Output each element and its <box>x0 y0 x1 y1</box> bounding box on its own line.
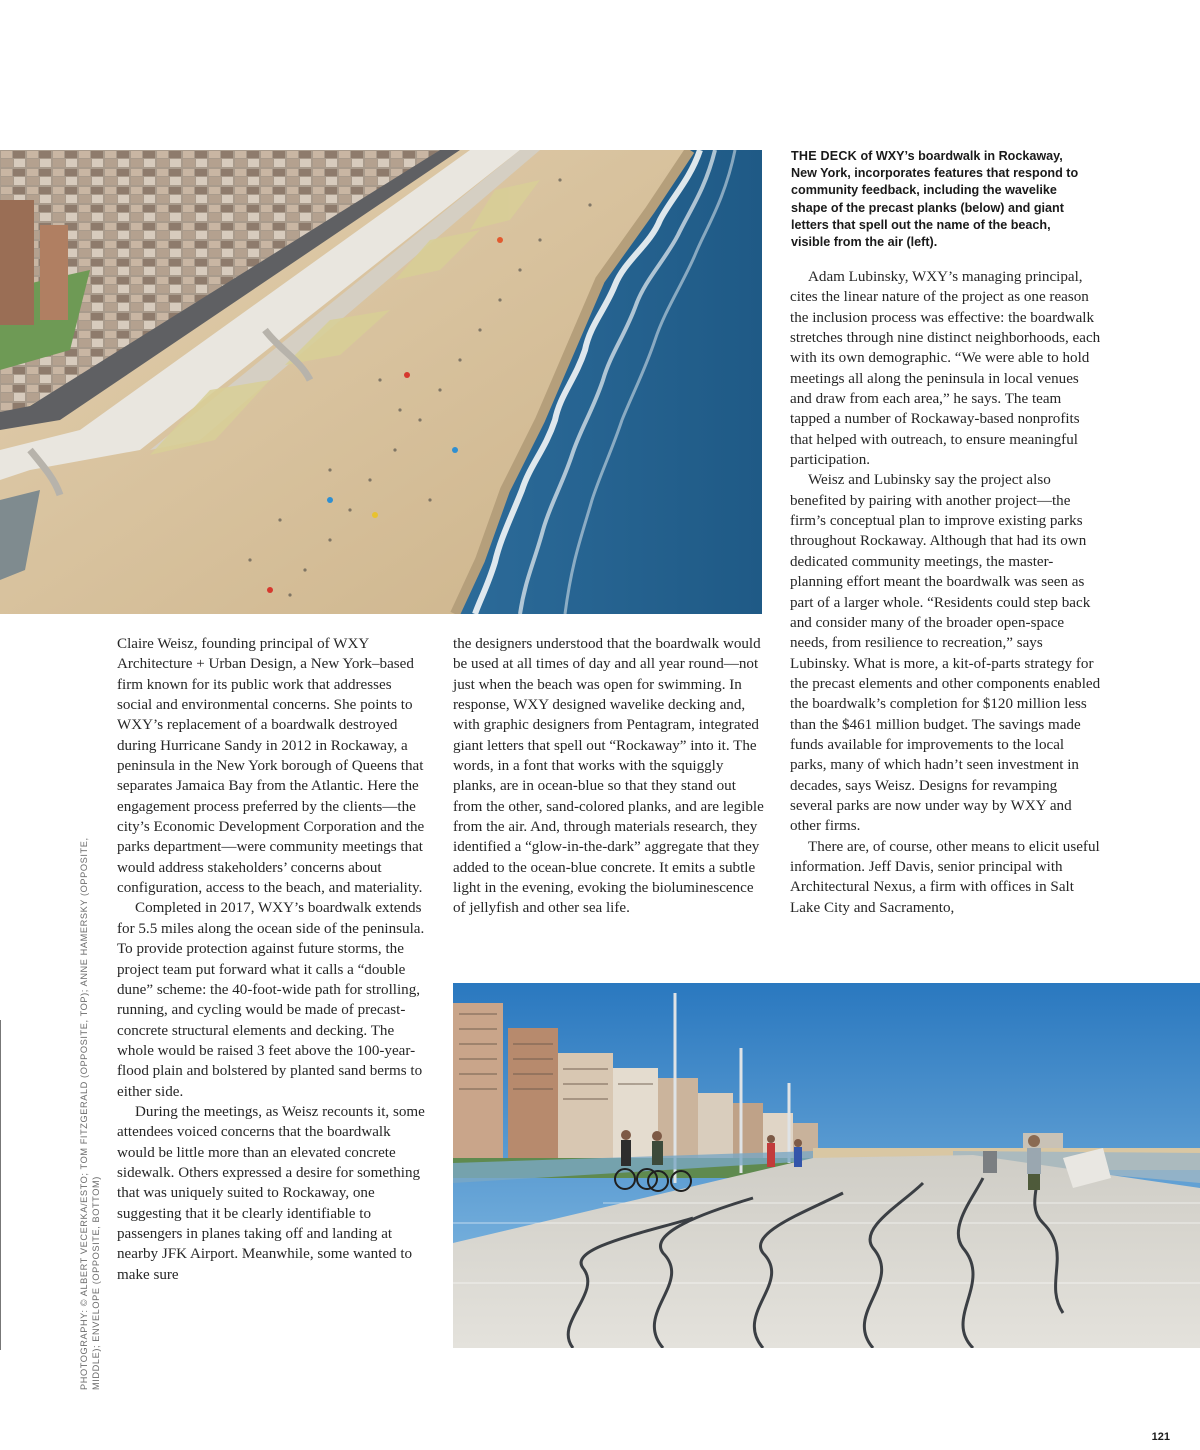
aerial-beach-photo <box>0 150 762 614</box>
body-column-1 <box>117 634 430 1285</box>
paragraph: Completed in 2017, WXY’s boardwalk extends for 5.5 miles along the ocean side of the peninsula. To provide protection against future storms, the project team put forward what it calls a “double dune” scheme: the 40-foot-wide path for strolling, running, and cycling would be made of precast-concrete structural elements and decking. The whole would be raised 3 feet above the 100-year-flood plain and bolstered by planted sand berms to either side. <box>117 900 425 1100</box>
paragraph: Adam Lubinsky, WXY’s managing principal, cites the linear nature of the project as one reason the inclusion process was effective: the boardwalk stretches through nine distinct neighborhoods, each with its own demographic. “We were able to hold meetings all along the peninsula in local venues and draw from each area,” he says. The team tapped a number of Rockaway-based nonprofits that helped with outreach, to ensure meaningful participation. <box>790 269 1101 469</box>
paragraph: Weisz and Lubinsky say the project also benefited by pairing with another project—the firm’s conceptual plan to improve existing parks throughout Rockaway. Although that had its own dedicated community meetings, the master-planning effort meant the boardwalk was seen as part of a larger whole. “Residents could step back and consider many of the broader open-space needs, from resilience to recreation,” says Lubinsky. What is more, a kit-of-parts strategy for the precast elements and other components enabled the boardwalk’s completion for $120 million less than the $461 million budget. The savings made funds available for improvements to the local parks, many of which hadn’t seen investment in decades, says Weisz. Designs for revamping several parks are now under way by WXY and other firms. <box>790 472 1101 835</box>
photo-credit: PHOTOGRAPHY: © ALBERT VECERKA/ESTO; TOM FITZGERALD (OPPOSITE, TOP); ANNE HAMERSKY (OPPOSITE, MIDDLE); ENVELOPE (OPPOSITE, BOTTOM) <box>79 837 101 1390</box>
body-column-3 <box>790 267 1101 918</box>
page-number: 121 <box>1151 1431 1170 1443</box>
body-column-2 <box>453 634 765 919</box>
caption-text: of WXY’s boardwalk in Rockaway, New York, incorporates features that respond to community feedback, including the wavelike shape of the precast planks (below) and giant letters that spell out the name of the beach, visible from the air (left). <box>791 149 1079 250</box>
paragraph: There are, of course, other means to elicit useful information. Jeff Davis, senior principal with Architectural Nexus, a firm with offices in Salt Lake City and Sacramento, <box>790 838 1100 916</box>
caption-lead: THE DECK <box>791 149 857 163</box>
edge-rule <box>0 1020 1 1350</box>
boardwalk-photo <box>453 983 1200 1348</box>
paragraph: During the meetings, as Weisz recounts it, some attendees voiced concerns that the boardwalk would be little more than an elevated concrete sidewalk. Others expressed a desire for something that was uniquely suited to Rockaway, one suggesting that it be clearly identifiable to passengers in planes taking off and landing at nearby JFK Airport. Meanwhile, some wanted to make sure <box>117 1103 425 1283</box>
paragraph: Claire Weisz, founding principal of WXY Architecture + Urban Design, a New York–based firm known for its public work that addresses social and environmental concerns. She points to WXY’s replacement of a boardwalk destroyed during Hurricane Sandy in 2012 in Rockaway, a peninsula in the New York borough of Queens that separates Jamaica Bay from the Atlantic. Here the engagement process preferred by the clients—the city’s Economic Development Corporation and the parks department—were community meetings that would address stakeholders’ concerns about configuration, access to the beach, and materiality. <box>117 636 425 897</box>
paragraph: the designers understood that the boardwalk would be used at all times of day and all year round—not just when the beach was open for swimming. In response, WXY designed wavelike decking and, with graphic designers from Pentagram, integrated giant letters that spell out “Rockaway” into it. The words, in a font that works with the squiggly planks, are in ocean-blue so that they stand out from the other, sand-colored planks, and are legible from the air. And, through materials research, they identified a “glow-in-the-dark” aggregate that they added to the ocean-blue concrete. It emits a subtle light in the evening, evoking the bioluminescence of jellyfish and other sea life. <box>453 636 764 917</box>
photo-caption <box>791 148 1091 251</box>
